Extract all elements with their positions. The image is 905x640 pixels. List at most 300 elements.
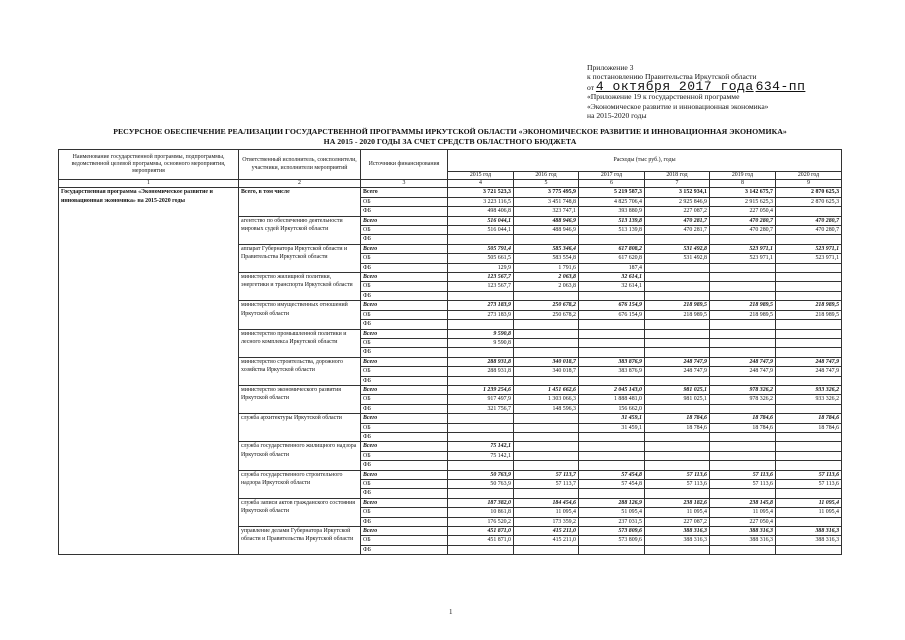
expense-value: 523 971,1 — [710, 244, 776, 253]
expense-value: 184 454,6 — [514, 498, 579, 507]
table-body — [59, 188, 842, 555]
expense-value: 470 280,7 — [710, 226, 776, 235]
expense-value — [645, 432, 710, 441]
expense-value: 237 031,5 — [579, 517, 645, 526]
expense-value — [514, 423, 579, 432]
expense-value: 31 459,1 — [579, 414, 645, 423]
document-title — [60, 127, 840, 146]
funding-source: Всего — [361, 301, 448, 310]
expense-value: 3 451 748,8 — [514, 197, 579, 206]
expense-value — [645, 376, 710, 385]
expense-value: 32 614,1 — [579, 273, 645, 282]
expense-value: 248 747,9 — [776, 367, 842, 376]
expense-value — [645, 263, 710, 272]
expense-value — [776, 207, 842, 216]
appendix-line: «Экономическое развитие и инновационная экономика» — [587, 101, 769, 111]
expense-value: 273 183,9 — [448, 301, 514, 310]
expense-value: 227 087,2 — [645, 517, 710, 526]
expense-value: 18 784,6 — [645, 414, 710, 423]
expense-value: 75 142,1 — [448, 451, 514, 460]
expense-value: 148 596,3 — [514, 404, 579, 413]
header-num: 7 — [645, 180, 710, 188]
expense-value: 218 989,5 — [645, 310, 710, 319]
funding-source: Всего — [361, 216, 448, 225]
expense-value: 75 142,1 — [448, 442, 514, 451]
expense-value — [710, 282, 776, 291]
resource-table — [58, 149, 842, 555]
expense-value: 273 183,9 — [448, 310, 514, 319]
expense-value: 218 989,5 — [710, 310, 776, 319]
expense-value: 2 915 625,3 — [710, 197, 776, 206]
funding-source: Всего — [361, 188, 448, 197]
expense-value: 516 044,1 — [448, 216, 514, 225]
expense-value: 3 775 495,9 — [514, 188, 579, 197]
expense-value — [514, 320, 579, 329]
header-year: 2019 год — [710, 172, 776, 180]
expense-value: 451 871,0 — [448, 536, 514, 545]
expense-value: 415 211,0 — [514, 527, 579, 536]
expense-value — [448, 291, 514, 300]
appendix-block — [587, 63, 805, 120]
expense-value — [776, 432, 842, 441]
expense-value — [579, 235, 645, 244]
header-numbers-row — [59, 180, 842, 188]
expense-value: 218 989,5 — [776, 310, 842, 319]
expense-value: 573 809,6 — [579, 536, 645, 545]
expense-value: 2 870 625,3 — [776, 188, 842, 197]
expense-value: 523 971,1 — [710, 254, 776, 263]
expense-value: 288 931,8 — [448, 367, 514, 376]
expense-value: 11 095,4 — [710, 508, 776, 517]
appendix-date-line — [587, 78, 806, 94]
expense-value — [710, 291, 776, 300]
responsible-executor: министерство имущественных отношений Иркутской области — [239, 301, 361, 329]
funding-source: Всего — [361, 273, 448, 282]
expense-value: 1 303 066,3 — [514, 395, 579, 404]
expense-value — [448, 432, 514, 441]
expense-value: 248 747,9 — [645, 357, 710, 366]
funding-source: ОБ — [361, 338, 448, 347]
responsible-executor: министерство строительства, дорожного хозяйства Иркутской области — [239, 357, 361, 385]
expense-value: 227 050,4 — [710, 207, 776, 216]
expense-value: 187,4 — [579, 263, 645, 272]
expense-value — [710, 263, 776, 272]
expense-value: 11 095,4 — [514, 508, 579, 517]
funding-source: ФБ — [361, 545, 448, 554]
expense-value — [776, 404, 842, 413]
appendix-number: 634-пп — [755, 78, 806, 94]
expense-value: 57 454,8 — [579, 480, 645, 489]
expense-value: 3 223 116,5 — [448, 197, 514, 206]
expense-value: 18 784,6 — [710, 423, 776, 432]
expense-value: 933 326,2 — [776, 385, 842, 394]
expense-value: 11 095,4 — [776, 508, 842, 517]
expense-value: 516 044,1 — [448, 226, 514, 235]
expense-value: 2 870 625,3 — [776, 197, 842, 206]
funding-source: ФБ — [361, 320, 448, 329]
expense-value: 513 139,8 — [579, 216, 645, 225]
expense-value — [514, 545, 579, 554]
expense-value — [645, 235, 710, 244]
header-row — [59, 150, 842, 172]
expense-value: 2 925 846,9 — [645, 197, 710, 206]
expense-value: 1 451 662,6 — [514, 385, 579, 394]
expense-value: 218 989,5 — [645, 301, 710, 310]
expense-value: 123 567,7 — [448, 282, 514, 291]
expense-value — [579, 489, 645, 498]
expense-value — [776, 451, 842, 460]
expense-value: 531 492,8 — [645, 254, 710, 263]
expense-value: 50 763,9 — [448, 480, 514, 489]
expense-value — [514, 348, 579, 357]
expense-value — [514, 291, 579, 300]
responsible-executor: служба государственного жилищного надзора Иркутской области — [239, 442, 361, 470]
expense-value: 176 520,2 — [448, 517, 514, 526]
responsible-executor: служба записи актов гражданского состояния Иркутской области — [239, 498, 361, 526]
expense-value: 415 211,0 — [514, 536, 579, 545]
expense-value — [579, 442, 645, 451]
funding-source: Всего — [361, 244, 448, 253]
expense-value — [645, 451, 710, 460]
expense-value: 513 139,8 — [579, 226, 645, 235]
expense-value — [710, 329, 776, 338]
expense-value: 218 989,5 — [776, 301, 842, 310]
funding-source: Всего — [361, 498, 448, 507]
funding-source: ФБ — [361, 376, 448, 385]
expense-value: 323 747,1 — [514, 207, 579, 216]
expense-value: 470 280,7 — [710, 216, 776, 225]
funding-source: ФБ — [361, 207, 448, 216]
header-num: 1 — [59, 180, 239, 188]
expense-value — [645, 291, 710, 300]
expense-value: 981 025,1 — [645, 385, 710, 394]
expense-value: 1 791,6 — [514, 263, 579, 272]
expense-value: 187 382,0 — [448, 498, 514, 507]
header-year: 2020 год — [776, 172, 842, 180]
expense-value — [710, 451, 776, 460]
expense-value: 340 018,7 — [514, 367, 579, 376]
expense-value — [514, 461, 579, 470]
expense-value: 676 154,9 — [579, 310, 645, 319]
funding-source: Всего — [361, 385, 448, 394]
expense-value — [776, 517, 842, 526]
funding-source: ОБ — [361, 536, 448, 545]
expense-value: 1 239 254,6 — [448, 385, 514, 394]
expense-value — [776, 263, 842, 272]
responsible-executor: агентство по обеспечению деятельности мировых судей Иркутской области — [239, 216, 361, 244]
expense-value — [514, 451, 579, 460]
expense-value: 470 281,7 — [645, 216, 710, 225]
expense-value: 2 045 143,0 — [579, 385, 645, 394]
expense-value — [448, 423, 514, 432]
header-num: 4 — [448, 180, 514, 188]
expense-value — [776, 489, 842, 498]
expense-value: 248 747,9 — [710, 367, 776, 376]
header-num: 8 — [710, 180, 776, 188]
expense-value — [645, 461, 710, 470]
funding-source: ОБ — [361, 451, 448, 460]
expense-value: 573 809,6 — [579, 527, 645, 536]
expense-value — [514, 338, 579, 347]
responsible-executor: Всего, в том числе — [239, 188, 361, 216]
expense-value — [514, 414, 579, 423]
funding-source: ОБ — [361, 254, 448, 263]
expense-value — [645, 329, 710, 338]
expense-value: 18 784,6 — [710, 414, 776, 423]
expense-value — [710, 489, 776, 498]
table-row — [59, 188, 842, 197]
expense-value — [579, 432, 645, 441]
expense-value: 393 880,9 — [579, 207, 645, 216]
expense-value: 18 784,6 — [776, 423, 842, 432]
responsible-executor: аппарат Губернатора Иркутской области и Правительства Иркутской области — [239, 244, 361, 272]
expense-value: 288 126,9 — [579, 498, 645, 507]
expense-value: 388 316,3 — [645, 527, 710, 536]
expense-value: 505 791,4 — [448, 244, 514, 253]
expense-value: 4 825 706,4 — [579, 197, 645, 206]
expense-value: 388 316,3 — [710, 527, 776, 536]
expense-value — [710, 442, 776, 451]
expense-value — [448, 414, 514, 423]
expense-value: 2 063,8 — [514, 273, 579, 282]
expense-value: 978 326,2 — [710, 395, 776, 404]
expense-value — [448, 489, 514, 498]
expense-value: 3 152 934,1 — [645, 188, 710, 197]
expense-value: 31 459,1 — [579, 423, 645, 432]
expense-value — [710, 273, 776, 282]
expense-value — [645, 338, 710, 347]
expense-value: 488 946,9 — [514, 216, 579, 225]
header-num: 5 — [514, 180, 579, 188]
expense-value: 57 113,6 — [645, 470, 710, 479]
header-source: Источники финансирования — [361, 150, 448, 180]
expense-value — [645, 282, 710, 291]
expense-value: 57 113,6 — [710, 480, 776, 489]
expense-value: 676 154,9 — [579, 301, 645, 310]
expense-value — [776, 282, 842, 291]
funding-source: ОБ — [361, 197, 448, 206]
header-num: 3 — [361, 180, 448, 188]
expense-value: 250 678,2 — [514, 310, 579, 319]
appendix-line: к постановлению Правительства Иркутской области — [587, 72, 757, 82]
expense-value: 57 113,6 — [776, 470, 842, 479]
funding-source: ФБ — [361, 489, 448, 498]
expense-value: 57 113,6 — [710, 470, 776, 479]
header-responsible: Ответственный исполнитель, соисполнители, участники, исполнители мероприятий — [239, 150, 361, 180]
expense-value — [645, 489, 710, 498]
expense-value — [645, 404, 710, 413]
header-year: 2017 год — [579, 172, 645, 180]
expense-value — [645, 442, 710, 451]
expense-value — [645, 320, 710, 329]
expense-value: 18 784,6 — [645, 423, 710, 432]
expense-value: 57 113,6 — [776, 480, 842, 489]
expense-value: 617 808,2 — [579, 244, 645, 253]
funding-source: ОБ — [361, 508, 448, 517]
expense-value: 9 590,8 — [448, 329, 514, 338]
expense-value: 470 280,7 — [776, 216, 842, 225]
expense-value: 383 876,9 — [579, 367, 645, 376]
funding-source: ОБ — [361, 226, 448, 235]
expense-value: 248 747,9 — [710, 357, 776, 366]
expense-value — [710, 461, 776, 470]
expense-value: 470 281,7 — [645, 226, 710, 235]
expense-value: 340 018,7 — [514, 357, 579, 366]
funding-source: Всего — [361, 414, 448, 423]
expense-value — [579, 376, 645, 385]
funding-source: ФБ — [361, 348, 448, 357]
expense-value: 933 326,2 — [776, 395, 842, 404]
expense-value: 585 346,4 — [514, 244, 579, 253]
header-num: 9 — [776, 180, 842, 188]
expense-value: 250 678,2 — [514, 301, 579, 310]
expense-value — [579, 291, 645, 300]
expense-value: 451 871,0 — [448, 527, 514, 536]
expense-value: 57 113,6 — [645, 480, 710, 489]
expense-value: 227 087,2 — [645, 207, 710, 216]
expense-value — [710, 235, 776, 244]
expense-value — [776, 442, 842, 451]
expense-value — [776, 235, 842, 244]
title-line-2: НА 2015 - 2020 ГОДЫ ЗА СЧЕТ СРЕДСТВ ОБЛАСТНОГО БЮДЖЕТА — [323, 136, 577, 146]
expense-value: 498 406,8 — [448, 207, 514, 216]
expense-value: 388 316,3 — [776, 536, 842, 545]
header-num: 6 — [579, 180, 645, 188]
expense-value — [514, 329, 579, 338]
responsible-executor: министерство промышленной политики и лесного комплекса Иркутской области — [239, 329, 361, 357]
expense-value — [710, 376, 776, 385]
header-expenses: Расходы (тыс руб.), годы — [448, 150, 842, 172]
title-line-1: РЕСУРСНОЕ ОБЕСПЕЧЕНИЕ РЕАЛИЗАЦИИ ГОСУДАРСТВЕННОЙ ПРОГРАММЫ ИРКУТСКОЙ ОБЛАСТИ «ЭКОНОМИЧЕСКОЕ РАЗВИТИЕ И ИННОВАЦИОННАЯ ЭКОНОМИКА» — [113, 127, 787, 136]
expense-value — [776, 329, 842, 338]
page-number: 1 — [449, 608, 453, 616]
appendix-line: на 2015-2020 годы — [587, 111, 647, 121]
expense-value — [448, 235, 514, 244]
expense-value: 2 063,8 — [514, 282, 579, 291]
expense-value — [710, 348, 776, 357]
expense-value: 173 359,2 — [514, 517, 579, 526]
appendix-date: 4 октября 2017 года — [595, 78, 754, 94]
funding-source: ФБ — [361, 517, 448, 526]
expense-value: 523 971,1 — [776, 244, 842, 253]
funding-source: Всего — [361, 527, 448, 536]
expense-value — [710, 545, 776, 554]
expense-value: 3 142 675,7 — [710, 188, 776, 197]
expense-value: 11 095,4 — [645, 508, 710, 517]
funding-source: Всего — [361, 357, 448, 366]
header-year: 2018 год — [645, 172, 710, 180]
expense-value: 238 145,8 — [710, 498, 776, 507]
expense-value: 617 620,8 — [579, 254, 645, 263]
expense-value — [645, 545, 710, 554]
funding-source: ОБ — [361, 282, 448, 291]
expense-value: 227 050,4 — [710, 517, 776, 526]
expense-value — [448, 461, 514, 470]
header-name: Наименование государственной программы, подпрограммы, ведомственной целевой программы, основного мероприятия, мероприятия — [59, 150, 239, 180]
expense-value: 50 763,9 — [448, 470, 514, 479]
expense-value: 531 492,8 — [645, 244, 710, 253]
responsible-executor: министерство экономического развития Иркутской области — [239, 385, 361, 413]
funding-source: ФБ — [361, 404, 448, 413]
expense-value: 32 614,1 — [579, 282, 645, 291]
funding-source: ОБ — [361, 395, 448, 404]
expense-value: 917 497,9 — [448, 395, 514, 404]
expense-value — [776, 376, 842, 385]
expense-value — [514, 376, 579, 385]
funding-source: ФБ — [361, 235, 448, 244]
expense-value: 1 888 481,0 — [579, 395, 645, 404]
header-year: 2015 год — [448, 172, 514, 180]
expense-value: 123 567,7 — [448, 273, 514, 282]
expense-value — [448, 545, 514, 554]
expense-value — [710, 320, 776, 329]
funding-source: ФБ — [361, 461, 448, 470]
responsible-executor: управление делами Губернатора Иркутской области и Правительства Иркутской области — [239, 527, 361, 555]
appendix-line: Приложение 3 — [587, 63, 634, 72]
expense-value — [776, 320, 842, 329]
funding-source: Всего — [361, 329, 448, 338]
expense-value — [579, 451, 645, 460]
expense-value: 388 316,3 — [710, 536, 776, 545]
responsible-executor: служба государственного строительного надзора Иркутской области — [239, 470, 361, 498]
expense-value: 11 095,4 — [776, 498, 842, 507]
expense-value: 5 219 587,3 — [579, 188, 645, 197]
expense-value — [645, 348, 710, 357]
expense-value — [579, 545, 645, 554]
expense-value — [776, 273, 842, 282]
funding-source: ОБ — [361, 310, 448, 319]
expense-value — [579, 461, 645, 470]
expense-value — [776, 348, 842, 357]
expense-value: 248 747,9 — [645, 367, 710, 376]
expense-value: 981 025,1 — [645, 395, 710, 404]
expense-value: 583 554,8 — [514, 254, 579, 263]
appendix-line: «Приложение 19 к государственной программе — [587, 92, 740, 102]
funding-source: ФБ — [361, 291, 448, 300]
expense-value — [514, 432, 579, 441]
expense-value: 505 661,5 — [448, 254, 514, 263]
header-num: 2 — [239, 180, 361, 188]
expense-value: 3 721 523,3 — [448, 188, 514, 197]
expense-value: 51 095,4 — [579, 508, 645, 517]
expense-value — [514, 489, 579, 498]
funding-source: ОБ — [361, 480, 448, 489]
expense-value: 388 316,3 — [776, 527, 842, 536]
expense-value: 57 454,8 — [579, 470, 645, 479]
funding-source: ОБ — [361, 367, 448, 376]
expense-value — [579, 338, 645, 347]
funding-source: ОБ — [361, 423, 448, 432]
expense-value: 10 861,8 — [448, 508, 514, 517]
responsible-executor: министерство жилищной политики, энергетики и транспорта Иркутской области — [239, 273, 361, 301]
expense-value — [448, 320, 514, 329]
expense-value: 470 280,7 — [776, 226, 842, 235]
expense-value: 388 316,3 — [645, 536, 710, 545]
expense-value: 978 326,2 — [710, 385, 776, 394]
expense-value — [514, 235, 579, 244]
expense-value: 156 662,0 — [579, 404, 645, 413]
expense-value: 488 946,9 — [514, 226, 579, 235]
expense-value: 321 756,7 — [448, 404, 514, 413]
expense-value — [448, 348, 514, 357]
expense-value — [776, 461, 842, 470]
funding-source: Всего — [361, 442, 448, 451]
expense-value — [776, 291, 842, 300]
expense-value: 9 590,8 — [448, 338, 514, 347]
appendix-from: от — [587, 82, 595, 92]
funding-source: ФБ — [361, 432, 448, 441]
expense-value — [776, 338, 842, 347]
